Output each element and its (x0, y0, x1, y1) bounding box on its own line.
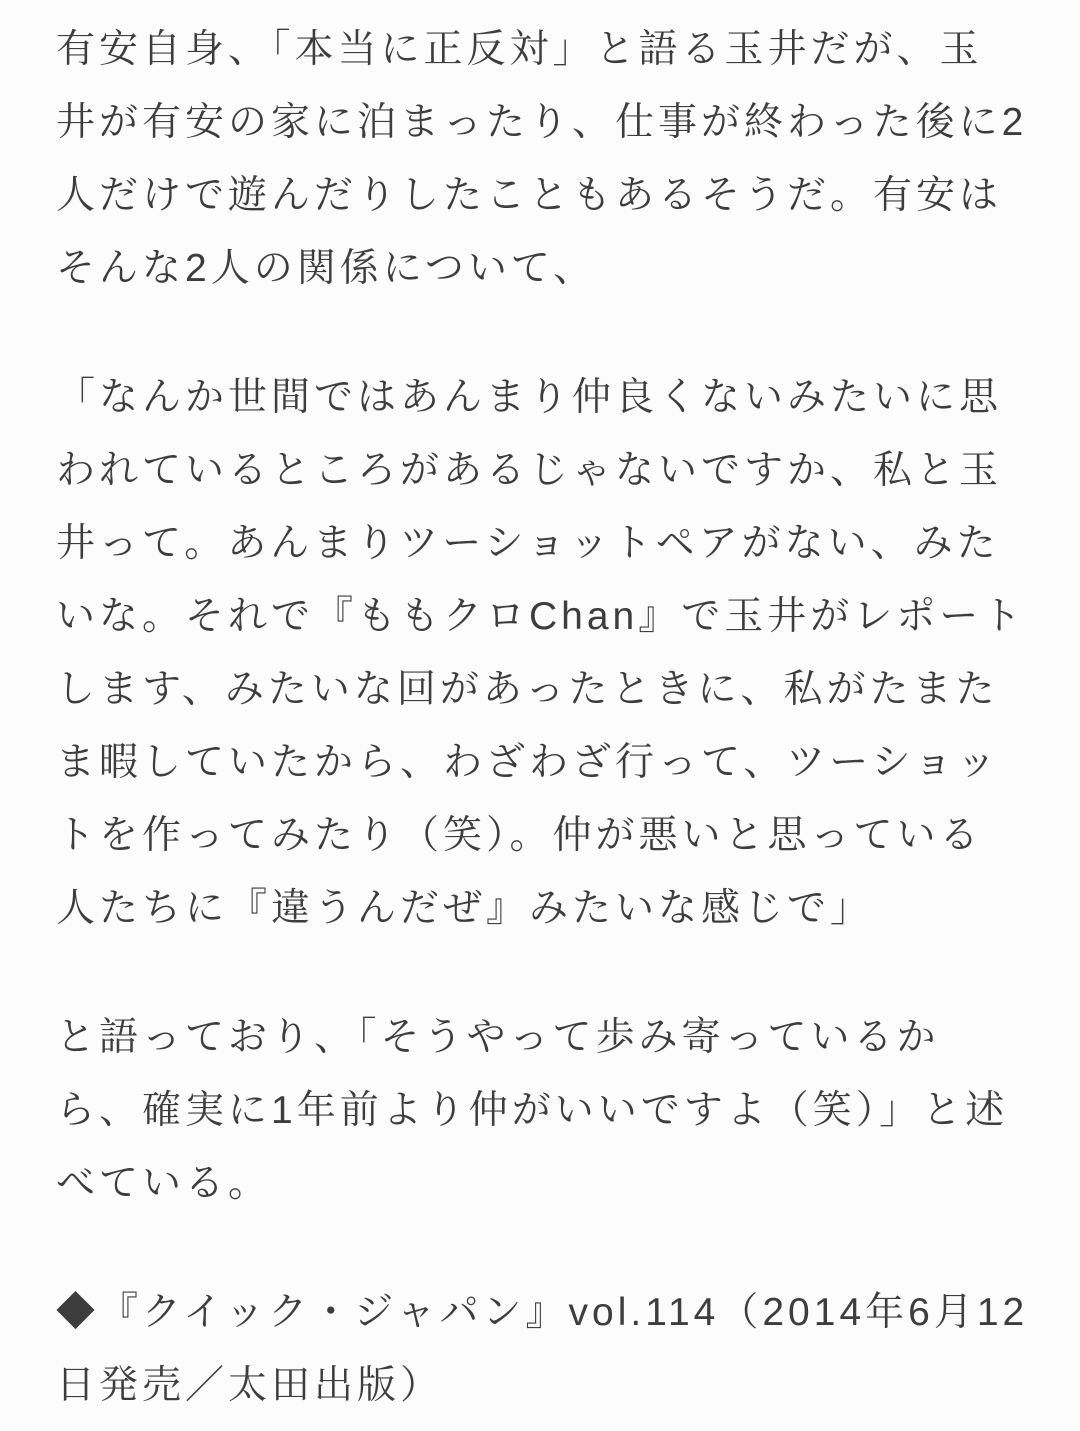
source-citation-text: 『クイック・ジャパン』vol.114（2014年6月12 日発売／太田出版） (56, 1291, 1029, 1407)
paragraph-quote: 「なんか世間ではあんまり仲良くないみたいに思 われているところがあるじゃないですか、私と玉 井って。あんまりツーショットペアがない、みた いな。それで『ももクロChan』で玉井がレポート します、みたいな回があったときに、私がたまた ま暇していたから、わざわざ行って、ツーショッ トを作ってみたり（笑）。仲が悪いと思っている 人たちに『違うんだぜ』みたいな感じで」 (56, 376, 1026, 930)
source-citation (56, 1276, 1050, 1422)
paragraph-intro: 有安自身、「本当に正反対」と語る玉井だが、玉 井が有安の家に泊まったり、仕事が終わった後に2 人だけで遊んだりしたこともあるそうだ。有安は そんな2人の関係について、 (56, 28, 1028, 290)
diamond-bullet-icon: ◆ (56, 1291, 100, 1334)
paragraph-closing: と語っており、「そうやって歩み寄っているか ら、確実に1年前より仲がいいですよ（笑）」と述 べている。 (56, 1016, 1009, 1205)
